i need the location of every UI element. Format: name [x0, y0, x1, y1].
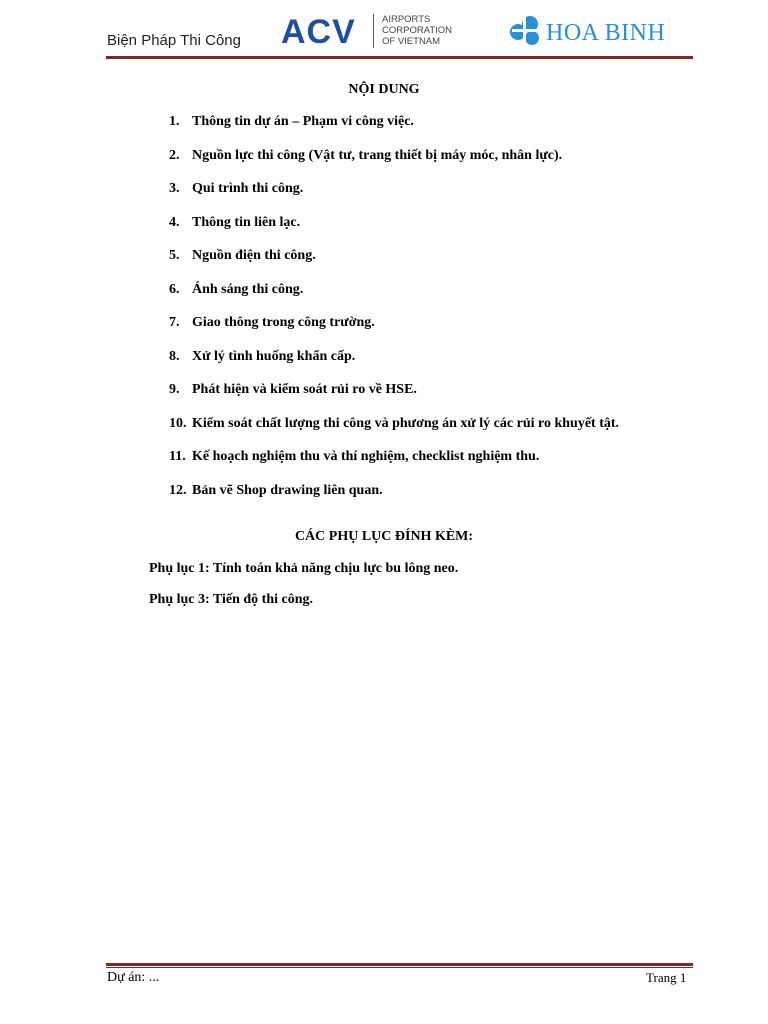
toc-item-text: Giao thông trong công trường.: [192, 315, 375, 330]
footer-rule: [106, 963, 693, 966]
footer-rule-thin: [106, 967, 693, 968]
acv-logo-divider: [373, 14, 374, 48]
acv-logo-line: CORPORATION: [382, 25, 453, 36]
toc-item-text: Phát hiện và kiểm soát rủi ro về HSE.: [192, 382, 417, 397]
toc-item-number: 12.: [169, 482, 187, 498]
toc-item: [169, 348, 619, 382]
toc-item-text: Nguồn điện thi công.: [192, 248, 316, 263]
toc-item-number: 2.: [169, 147, 180, 163]
toc-item-text: Ánh sáng thi công.: [192, 281, 304, 297]
toc-item: [169, 180, 619, 214]
acv-logo-line: OF VIETNAM: [382, 36, 441, 47]
footer-project-label: Dự án: ...: [107, 970, 160, 985]
toc-item-text: Bản vẽ Shop drawing liên quan.: [192, 482, 383, 498]
toc-item-text: Nguồn lực thi công (Vật tư, trang thiết bị máy móc, nhân lực).: [192, 147, 563, 163]
appendix-item: Phụ lục 3: Tiến độ thi công.: [149, 592, 314, 607]
hoa-binh-logo-text: HOA BINH: [546, 20, 666, 46]
acv-logo-mark: ACV: [281, 13, 356, 51]
toc-item-number: 3.: [169, 181, 180, 196]
header-rule: [106, 56, 693, 59]
table-of-contents: [169, 113, 619, 515]
toc-item-number: 4.: [169, 214, 180, 230]
toc-heading: NỘI DUNG: [348, 82, 420, 97]
toc-item: [169, 415, 619, 449]
toc-item: [169, 314, 619, 348]
acv-logo-line: AIRPORTS: [382, 14, 431, 25]
hoa-binh-logo-icon: [508, 12, 544, 48]
toc-item: [169, 247, 619, 281]
toc-item: [169, 381, 619, 415]
toc-item-number: 5.: [169, 248, 180, 263]
appendix-heading: CÁC PHỤ LỤC ĐÍNH KÈM:: [294, 529, 474, 544]
toc-item-number: 10.: [169, 415, 187, 431]
toc-item-number: 6.: [169, 281, 180, 297]
toc-item: [169, 448, 619, 482]
toc-item-number: 11.: [169, 449, 186, 464]
toc-item-text: Xử lý tình huống khẩn cấp.: [192, 348, 356, 364]
toc-item-text: Kế hoạch nghiệm thu và thí nghiệm, checklist nghiệm thu.: [192, 449, 540, 464]
toc-item-number: 1.: [169, 114, 180, 129]
toc-item: [169, 281, 619, 315]
page-number: Trang 1: [646, 970, 687, 985]
document-header-title: Biện Pháp Thi Công: [107, 32, 241, 49]
toc-item-text: Kiểm soát chất lượng thi công và phương án xử lý các rủi ro khuyết tật.: [192, 415, 620, 431]
toc-item-number: 8.: [169, 348, 180, 364]
toc-item-text: Thông tin dự án – Phạm vi công việc.: [192, 114, 414, 129]
toc-item: [169, 113, 619, 147]
toc-item: [169, 482, 619, 516]
toc-item-text: Qui trình thi công.: [192, 181, 304, 196]
toc-item-number: 7.: [169, 315, 180, 330]
toc-item: [169, 214, 619, 248]
acv-logo-text: [382, 14, 452, 47]
appendix-item: Phụ lục 1: Tính toán khả năng chịu lực bu lông neo.: [149, 561, 459, 576]
toc-item-number: 9.: [169, 382, 180, 397]
toc-item-text: Thông tin liên lạc.: [192, 214, 301, 230]
toc-item: [169, 147, 619, 181]
